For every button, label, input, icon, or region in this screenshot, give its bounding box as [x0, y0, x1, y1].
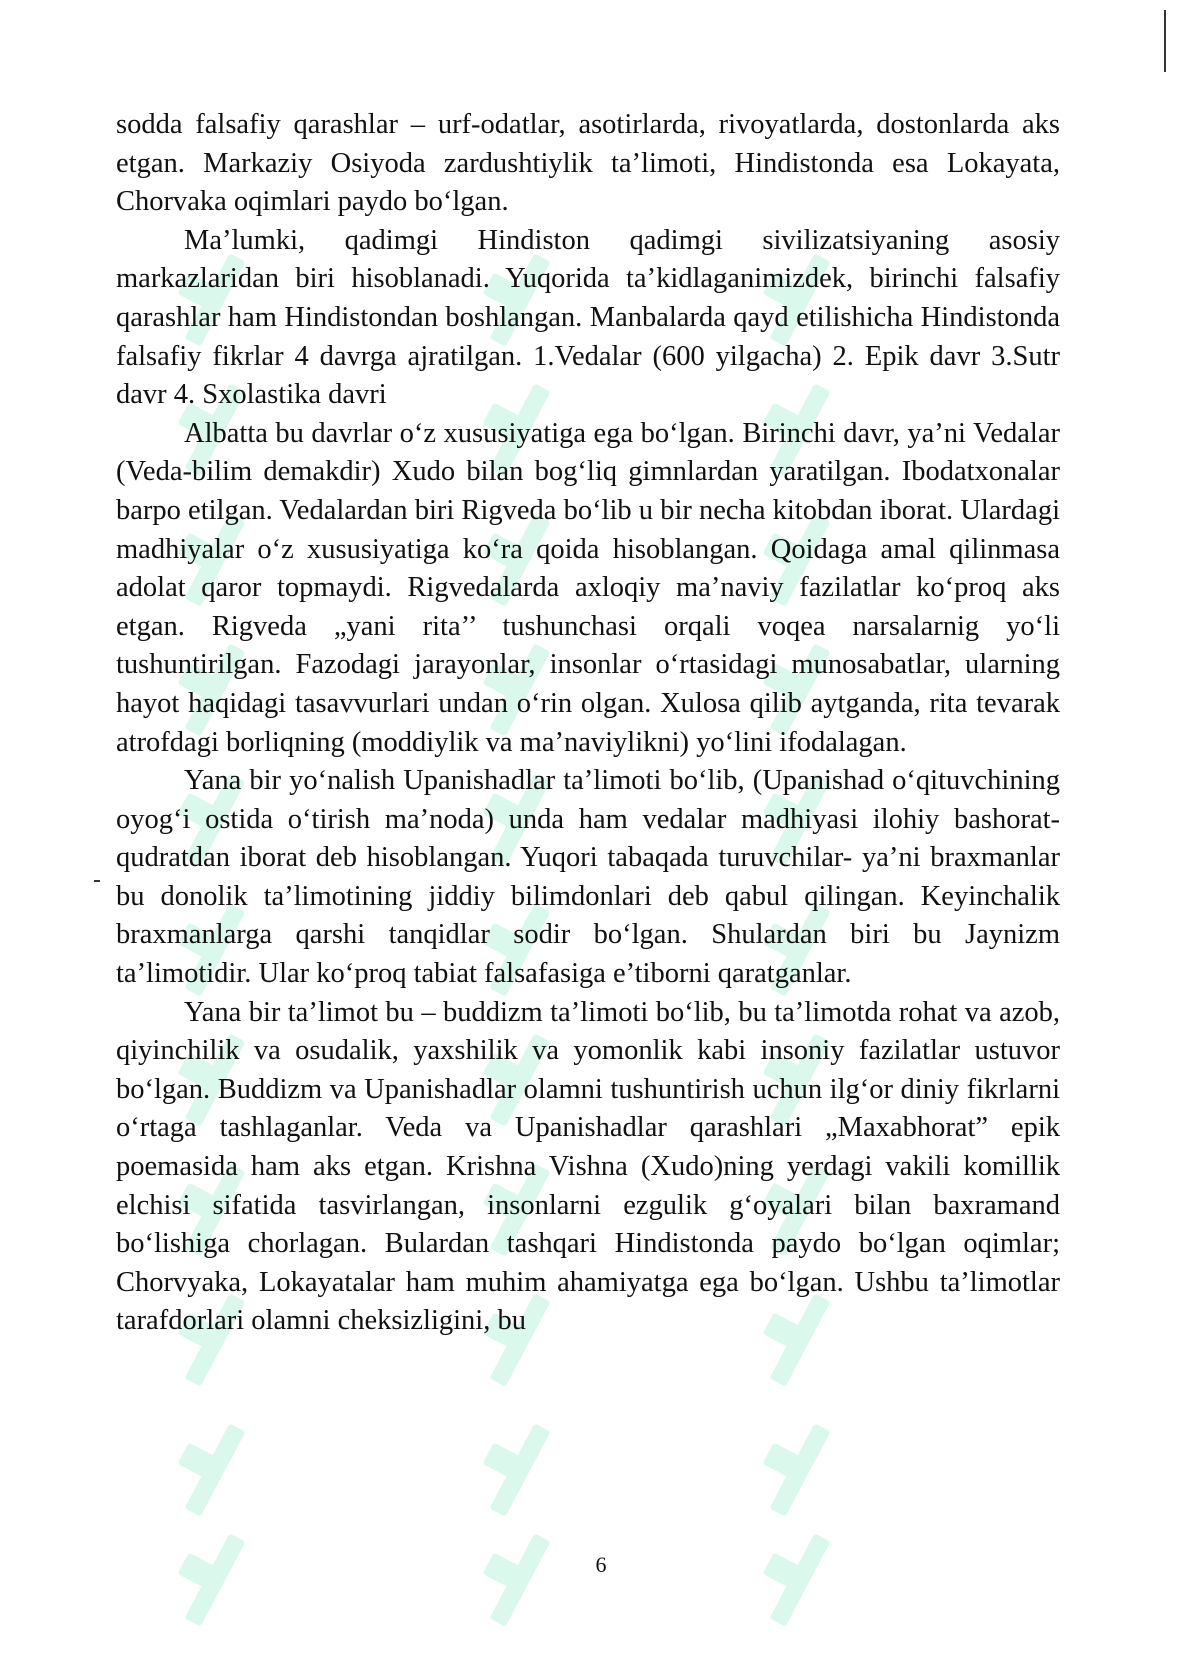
scan-edge-mark: [1164, 10, 1166, 72]
page-body: [116, 106, 1060, 1341]
paragraph-3: Albatta bu davrlar o‘z xususiyatiga ega bo‘lgan. Birinchi davr, ya’ni Vedalar (Veda-bilim demakdir) Xudo bilan bog‘liq gimnlardan yaratilgan. Ibodatxonalar barpo etilgan. Vedalardan biri Rigveda bo‘lib u bir necha kitobdan iborat. Ulardagi madhiyalar o‘z xususiyatiga ko‘ra qoida hisoblangan. Qoidaga amal qilinmasa adolat qaror topmaydi. Rigvedalarda axloqiy ma’naviy fazilatlar ko‘proq aks etgan. Rigveda „yani rita’’ tushunchasi orqali voqea narsalarnig yo‘li tushuntirilgan. Fazodagi jarayonlar, insonlar o‘rtasidagi munosabatlar, ularning hayot haqidagi tasavvurlari undan o‘rin olgan. Xulosa qilib aytganda, rita tevarak atrofdagi borliqning (moddiylik va ma’naviylikni) yo‘lini ifodalagan.: [116, 417, 1060, 758]
paragraph-5: Yana bir ta’limot bu – buddizm ta’limoti bo‘lib, bu ta’limotda rohat va azob, qiyinchilik va osudalik, yaxshilik va yomonlik kabi insoniy fazilatlar ustuvor bo‘lgan. Buddizm va Upanishadlar olamni tushuntirish uchun ilg‘or diniy fikrlarni o‘rtaga tashlaganlar. Veda va Upanishadlar qarashlari „Maxabhorat” epik poemasida ham aks etgan. Krishna Vishna (Xudo)ning yerdagi vakili komillik elchisi sifatida tasvirlangan, insonlarni ezgulik g‘oyalari bilan baxramand bo‘lishiga chorlagan. Bulardan tashqari Hindistonda paydo bo‘lgan oqimlar; Chorvyaka, Lokayatalar ham muhim ahamiyatga ega bo‘lgan. Ushbu ta’limotlar tarafdorlari olamni cheksizligini, bu: [116, 996, 1060, 1337]
paragraph-2: Ma’lumki, qadimgi Hindiston qadimgi sivilizatsiyaning asosiy markazlaridan biri hisoblanadi. Yuqorida ta’kidlaganimizdek, birinchi falsafiy qarashlar ham Hindistondan boshlangan. Manbalarda qayd etilishicha Hindistonda falsafiy fikrlar 4 davrga ajratilgan. 1.Vedalar (600 yilgacha) 2. Epik davr 3.Sutr davr 4. Sxolastika davri: [116, 224, 1060, 411]
page-number: 6: [595, 1552, 607, 1577]
paragraph-4: Yana bir yo‘nalish Upanishadlar ta’limoti bo‘lib, (Upanishad o‘qituvchining oyog‘i ostida o‘tirish ma’noda) unda ham vedalar madhiyasi ilohiy bashorat- qudratdan iborat deb hisoblangan. Yuqori tabaqada turuvchilar- ya’ni braxmanlar bu donolik ta’limotining jiddiy bilimdonlari deb qabul qilingan. Keyinchalik braxmanlarga qarshi tanqidlar sodir bo‘lgan. Shulardan biri bu Jaynizm ta’limotidir. Ular ko‘proq tabiat falsafasiga e’tiborni qaratganlar.: [116, 765, 1060, 990]
paragraph-1: sodda falsafiy qarashlar – urf-odatlar, asotirlarda, rivoyatlarda, dostonlarda aks etgan. Markaziy Osiyoda zardushtiylik ta’limoti, Hindistonda esa Lokayata, Chorvaka oqimlari paydo bo‘lgan.: [116, 109, 1060, 218]
margin-dash-mark: [94, 880, 100, 882]
